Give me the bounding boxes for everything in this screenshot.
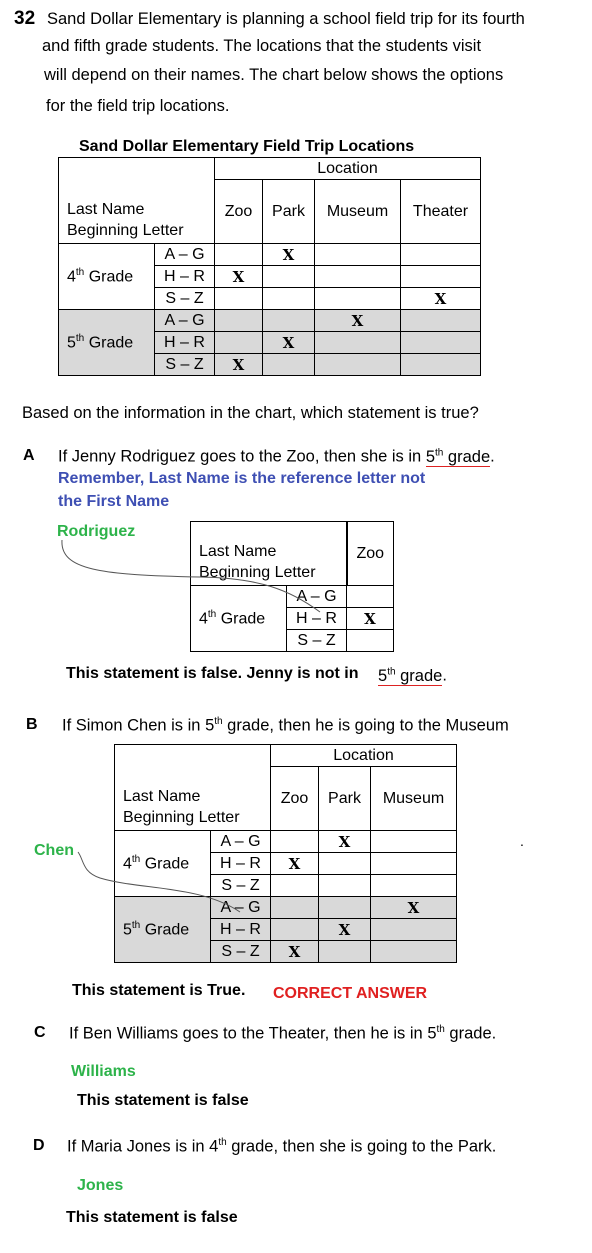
- col-zoo: Zoo: [215, 180, 263, 244]
- range-cell: A – G: [155, 310, 215, 332]
- range-cell: S – Z: [155, 354, 215, 376]
- mark-cell: X: [319, 831, 371, 853]
- mark-cell: [401, 244, 481, 266]
- option-a-text[interactable]: [58, 447, 495, 467]
- mark-cell: [319, 853, 371, 875]
- col-museum: Museum: [315, 180, 401, 244]
- mark-cell: X: [271, 941, 319, 963]
- range-cell: H – R: [155, 332, 215, 354]
- mini-b-col-museum: Museum: [371, 767, 457, 831]
- mark-cell: [263, 288, 315, 310]
- range-cell: H – R: [155, 266, 215, 288]
- mark-cell: [215, 244, 263, 266]
- option-b-num: 5: [205, 716, 215, 735]
- range-cell: S – Z: [287, 630, 347, 652]
- option-b-text-after: grade, then he is going to the Museum: [222, 716, 509, 735]
- mark-cell: [315, 354, 401, 376]
- mark-cell: [271, 831, 319, 853]
- mini-a-grade-num: 4: [199, 610, 208, 628]
- mark-cell: X: [263, 332, 315, 354]
- mark-cell: [315, 288, 401, 310]
- option-c-num: 5: [427, 1024, 437, 1043]
- col-theater: Theater: [401, 180, 481, 244]
- question-line-1: Sand Dollar Elementary is planning a school field trip for its fourth: [47, 10, 525, 28]
- option-d-text-after: grade, then she is going to the Park.: [226, 1137, 497, 1156]
- option-a-name-hint: Rodriguez: [57, 523, 136, 540]
- question-line-3: will depend on their names. The chart below shows the options: [44, 66, 504, 84]
- col-park: Park: [263, 180, 315, 244]
- option-a-verdict-period: .: [442, 666, 447, 685]
- location-header: Location: [215, 158, 481, 180]
- range-cell: S – Z: [211, 941, 271, 963]
- mark-cell: X: [215, 266, 263, 288]
- mini-a-grade-word: Grade: [220, 610, 266, 628]
- range-cell: H – R: [211, 853, 271, 875]
- mini-b-header-line2: Beginning Letter: [123, 809, 240, 826]
- mini-a-grade-sup: th: [207, 608, 217, 620]
- option-a-verdict-underlined: [378, 667, 442, 686]
- question-number: 32: [14, 8, 36, 29]
- mark-cell: [319, 875, 371, 897]
- mark-cell: X: [319, 919, 371, 941]
- mark-cell: X: [215, 354, 263, 376]
- option-d-text-before: If Maria Jones is in: [67, 1137, 210, 1156]
- grade-5-num: 5: [67, 334, 76, 352]
- option-b-name-hint: Chen: [34, 842, 74, 859]
- mark-cell: [315, 332, 401, 354]
- mark-cell: [371, 831, 457, 853]
- option-c-text[interactable]: [69, 1024, 496, 1044]
- option-d-name-hint: Jones: [77, 1177, 124, 1194]
- grade-5-sup: th: [75, 332, 85, 344]
- mark-cell: [347, 586, 394, 608]
- option-d-letter[interactable]: D: [33, 1137, 45, 1154]
- stray-mark: .: [520, 833, 524, 849]
- mini-b-location-header: Location: [271, 745, 457, 767]
- option-d-num: 4: [209, 1137, 219, 1156]
- correct-answer-label: CORRECT ANSWER: [273, 985, 428, 1002]
- mark-cell: [371, 875, 457, 897]
- option-a-text-before: If Jenny Rodriguez goes to the Zoo, then she is in: [58, 447, 426, 466]
- option-c-text-before: If Ben Williams goes to the Theater, then he is in: [69, 1024, 428, 1043]
- range-cell: A – G: [211, 897, 271, 919]
- mark-cell: X: [371, 897, 457, 919]
- mini-b-row-header: [115, 745, 271, 831]
- mark-cell: [263, 354, 315, 376]
- option-c-verdict: This statement is false: [77, 1092, 249, 1109]
- mark-cell: [371, 853, 457, 875]
- option-c-name-hint: Williams: [71, 1063, 136, 1080]
- mark-cell: [263, 310, 315, 332]
- mark-cell: [371, 919, 457, 941]
- mini-b-grade-4-word: Grade: [144, 855, 190, 873]
- mark-cell: [271, 897, 319, 919]
- mini-a-header-line1: Last Name: [199, 543, 277, 560]
- prompt-text: Based on the information in the chart, which statement is true?: [22, 404, 479, 422]
- range-cell: H – R: [287, 608, 347, 630]
- mark-cell: X: [315, 310, 401, 332]
- mark-cell: [315, 266, 401, 288]
- option-b-text[interactable]: [62, 716, 509, 736]
- option-d-sup: th: [218, 1137, 227, 1148]
- mini-b-grade-4-label: [115, 831, 211, 897]
- range-cell: H – R: [211, 919, 271, 941]
- mark-cell: [315, 244, 401, 266]
- option-c-text-after: grade.: [444, 1024, 497, 1043]
- option-c-letter[interactable]: C: [34, 1024, 46, 1041]
- option-a-verdict-after: grade: [395, 666, 443, 685]
- option-a-period: .: [490, 447, 495, 466]
- mark-cell: [371, 941, 457, 963]
- range-cell: A – G: [155, 244, 215, 266]
- mark-cell: X: [347, 608, 394, 630]
- mini-b-grade-5-label: [115, 897, 211, 963]
- mark-cell: [215, 288, 263, 310]
- option-a-letter[interactable]: A: [23, 447, 35, 464]
- option-d-verdict: This statement is false: [66, 1209, 238, 1226]
- table-title: Sand Dollar Elementary Field Trip Locations: [79, 138, 415, 155]
- mini-b-header-line1: Last Name: [123, 788, 201, 805]
- mark-cell: [263, 266, 315, 288]
- option-a-sup: th: [435, 447, 444, 458]
- mini-table-b: [114, 744, 457, 963]
- option-c-sup: th: [436, 1024, 445, 1035]
- mark-cell: [271, 875, 319, 897]
- mini-b-grade-5-word: Grade: [144, 921, 190, 939]
- mark-cell: [347, 630, 394, 652]
- mini-a-row-header: [191, 522, 347, 586]
- grade-4-num: 4: [67, 268, 76, 286]
- option-a-verdict-grade: [378, 666, 447, 686]
- question-line-2: and fifth grade students. The locations that the students visit: [42, 37, 482, 55]
- mark-cell: [401, 266, 481, 288]
- range-cell: S – Z: [211, 875, 271, 897]
- option-a-verdict-num: 5: [378, 666, 388, 685]
- row-header: [59, 158, 215, 244]
- mini-b-grade-4-num: 4: [123, 855, 132, 873]
- mini-b-grade-5-num: 5: [123, 921, 132, 939]
- mark-cell: [215, 310, 263, 332]
- mark-cell: [319, 897, 371, 919]
- row-header-line1: Last Name: [67, 201, 145, 218]
- option-b-text-before: If Simon Chen is in: [62, 716, 206, 735]
- mini-b-grade-4-sup: th: [131, 853, 141, 865]
- option-b-sup: th: [214, 716, 223, 727]
- mini-b-col-park: Park: [319, 767, 371, 831]
- mark-cell: [401, 332, 481, 354]
- mark-cell: X: [263, 244, 315, 266]
- option-a-note-line1: Remember, Last Name is the reference letter not: [58, 470, 426, 487]
- option-b-verdict: This statement is True.: [72, 982, 246, 999]
- range-cell: S – Z: [155, 288, 215, 310]
- option-a-verdict-sup: th: [387, 666, 396, 677]
- grade-5-label: [59, 310, 155, 376]
- grade-4-word: Grade: [88, 268, 134, 286]
- mini-table-a: [190, 521, 394, 652]
- mark-cell: X: [401, 288, 481, 310]
- mark-cell: [401, 310, 481, 332]
- grade-4-label: [59, 244, 155, 310]
- mini-b-grade-5-sup: th: [131, 919, 141, 931]
- range-cell: A – G: [287, 586, 347, 608]
- option-a-note-line2: the First Name: [58, 493, 170, 510]
- mark-cell: [401, 354, 481, 376]
- option-b-letter[interactable]: B: [26, 716, 38, 733]
- field-trip-table: [58, 157, 481, 376]
- mark-cell: X: [271, 853, 319, 875]
- option-a-num: 5: [425, 447, 435, 466]
- grade-5-word: Grade: [88, 334, 134, 352]
- question-line-4: for the field trip locations.: [46, 97, 230, 115]
- mark-cell: [319, 941, 371, 963]
- option-a-verdict: This statement is false. Jenny is not in: [66, 665, 359, 682]
- grade-4-sup: th: [75, 266, 85, 278]
- mini-a-grade-label: [191, 586, 287, 652]
- mini-b-col-zoo: Zoo: [271, 767, 319, 831]
- mark-cell: [271, 919, 319, 941]
- option-d-text[interactable]: [67, 1137, 496, 1157]
- mini-a-col-zoo: Zoo: [347, 522, 394, 586]
- mark-cell: [215, 332, 263, 354]
- mini-a-header-line2: Beginning Letter: [199, 564, 316, 581]
- option-a-after: grade: [443, 447, 491, 466]
- option-a-underlined: [426, 448, 490, 467]
- row-header-line2: Beginning Letter: [67, 222, 184, 239]
- range-cell: A – G: [211, 831, 271, 853]
